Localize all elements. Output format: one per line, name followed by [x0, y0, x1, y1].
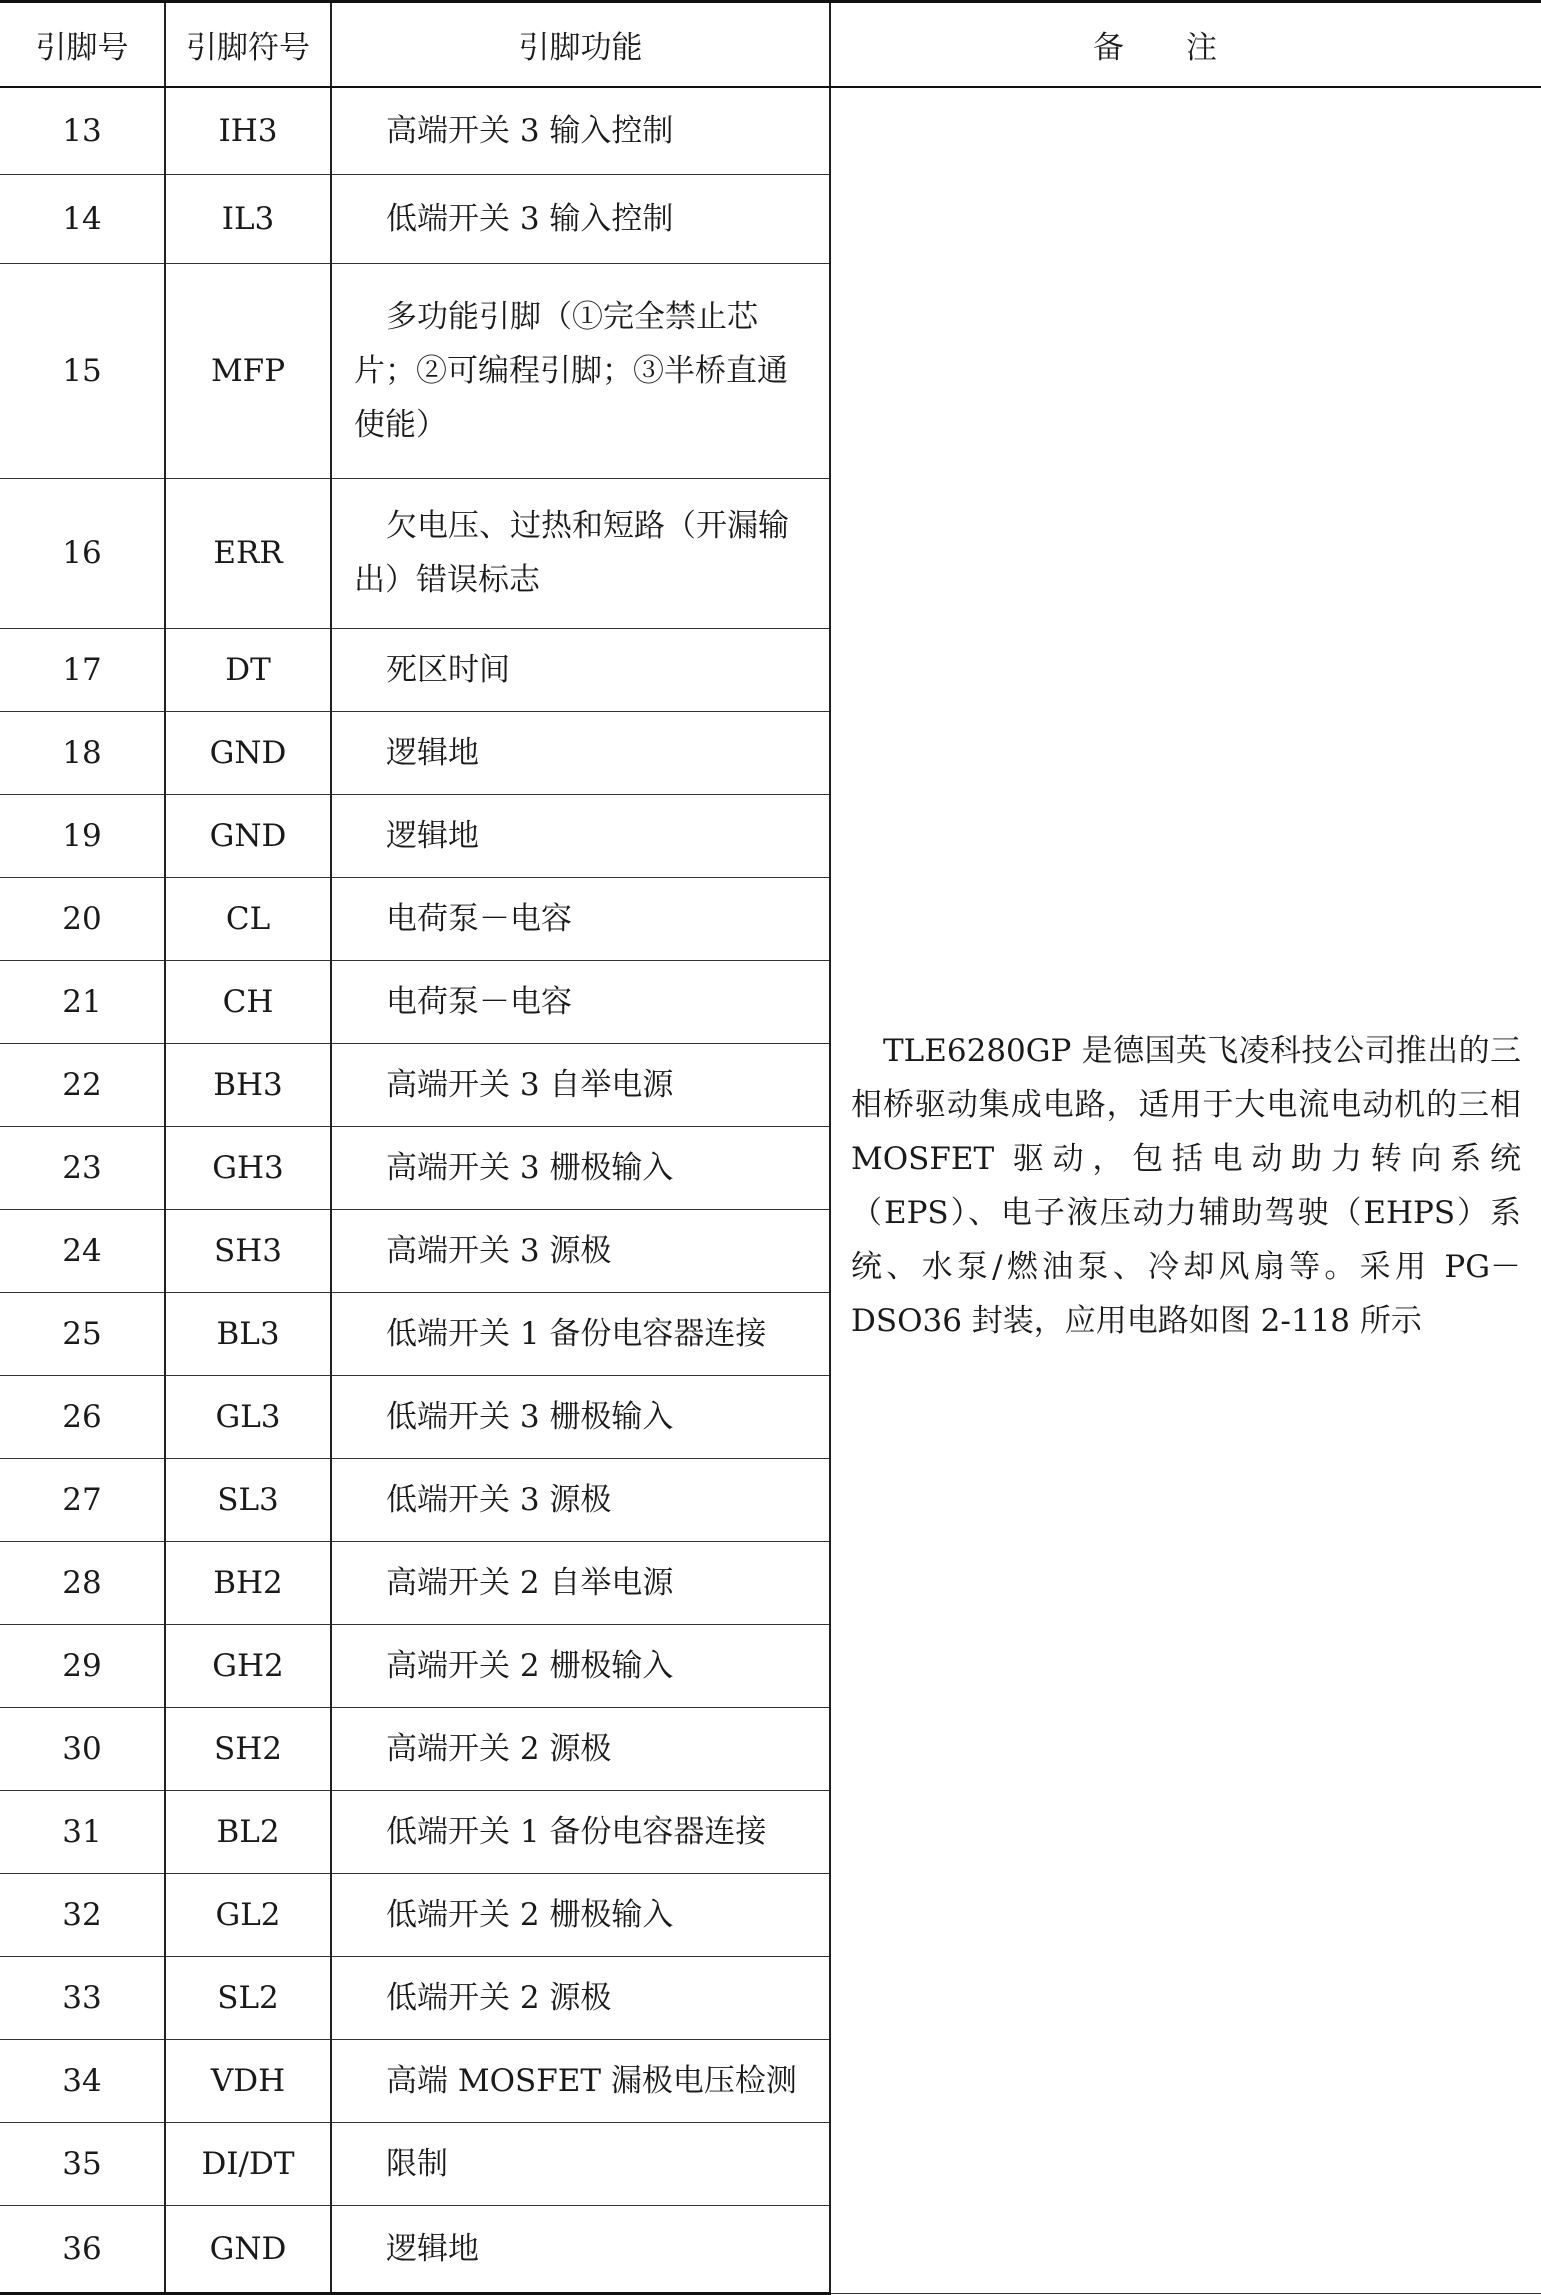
pin-function-cell — [331, 1043, 830, 1126]
pin-number-cell: 28 — [0, 1541, 165, 1624]
pin-number-cell: 16 — [0, 478, 165, 628]
pin-function-text: 高端开关 3 自举电源 — [386, 1066, 674, 1103]
pin-function-text: 低端开关 3 栅极输入 — [386, 1398, 674, 1435]
pin-function-cell — [331, 628, 830, 711]
header-remark — [830, 2, 1541, 88]
pin-function-text: 高端开关 2 自举电源 — [386, 1564, 674, 1601]
pin-symbol-cell: SH2 — [165, 1707, 331, 1790]
pin-function-cell — [331, 1292, 830, 1375]
pin-function-text: 高端 MOSFET 漏极电压检测 — [386, 2062, 797, 2099]
pin-symbol-cell: CH — [165, 960, 331, 1043]
pin-number-cell: 17 — [0, 628, 165, 711]
pin-function-cell — [331, 1375, 830, 1458]
pin-symbol-cell: BH2 — [165, 1541, 331, 1624]
pin-function-cell — [331, 1873, 830, 1956]
pin-function-text: 低端开关 3 源极 — [386, 1481, 612, 1518]
pin-number-cell: 19 — [0, 794, 165, 877]
pin-function-cell — [331, 1126, 830, 1209]
pin-symbol-cell: BH3 — [165, 1043, 331, 1126]
pin-function-cell — [331, 960, 830, 1043]
pin-symbol-cell: CL — [165, 877, 331, 960]
pin-function-cell — [331, 794, 830, 877]
pin-number-cell: 24 — [0, 1209, 165, 1292]
pin-number-cell: 25 — [0, 1292, 165, 1375]
remark-text — [851, 1024, 1521, 1348]
pin-number-cell: 21 — [0, 960, 165, 1043]
pin-function-text: 逻辑地 — [386, 817, 479, 854]
pin-symbol-cell: DI/DT — [165, 2122, 331, 2205]
pin-number-cell: 35 — [0, 2122, 165, 2205]
pin-number-cell: 32 — [0, 1873, 165, 1956]
pin-symbol-cell: MFP — [165, 263, 331, 478]
pin-function-cell — [331, 2122, 830, 2205]
pin-function-cell — [331, 2039, 830, 2122]
pin-function-text: 高端开关 2 栅极输入 — [386, 1647, 674, 1684]
table-header-row — [0, 2, 1541, 88]
pin-function-text: 死区时间 — [386, 651, 510, 688]
pin-function-cell — [331, 263, 830, 478]
pin-function-text: 逻辑地 — [386, 2230, 479, 2267]
pin-symbol-cell: SL3 — [165, 1458, 331, 1541]
pin-number-cell: 22 — [0, 1043, 165, 1126]
pin-symbol-cell: GND — [165, 794, 331, 877]
pin-function-text: 低端开关 3 输入控制 — [386, 200, 674, 237]
pin-function-cell — [331, 174, 830, 263]
pin-function-text: 电荷泵－电容 — [386, 900, 572, 937]
pin-symbol-cell: SL2 — [165, 1956, 331, 2039]
pin-function-text: 逻辑地 — [386, 734, 479, 771]
pin-number-cell: 31 — [0, 1790, 165, 1873]
pin-function-cell — [331, 87, 830, 174]
pin-number-cell: 13 — [0, 87, 165, 174]
pin-symbol-cell: GL3 — [165, 1375, 331, 1458]
pin-function-text: 多功能引脚（①完全禁止芯片；②可编程引脚；③半桥直通使能） — [354, 298, 788, 443]
pin-function-text: 电荷泵－电容 — [386, 983, 572, 1020]
header-pin-no: 引脚号 — [0, 2, 165, 88]
pin-function-text: 低端开关 1 备份电容器连接 — [386, 1813, 767, 1850]
pin-number-cell: 14 — [0, 174, 165, 263]
pin-function-text: 高端开关 3 栅极输入 — [386, 1149, 674, 1186]
pin-number-cell: 36 — [0, 2205, 165, 2293]
pin-function-cell — [331, 1956, 830, 2039]
pin-number-cell: 33 — [0, 1956, 165, 2039]
pin-symbol-cell: VDH — [165, 2039, 331, 2122]
table-row — [0, 87, 1541, 174]
pin-symbol-cell: GND — [165, 711, 331, 794]
pin-function-cell — [331, 1541, 830, 1624]
pin-function-text: 低端开关 2 栅极输入 — [386, 1896, 674, 1933]
pin-function-cell — [331, 1624, 830, 1707]
pin-function-cell — [331, 711, 830, 794]
pin-symbol-cell: BL3 — [165, 1292, 331, 1375]
pin-function-cell — [331, 2205, 830, 2293]
pin-symbol-cell: IH3 — [165, 87, 331, 174]
pin-symbol-cell: IL3 — [165, 174, 331, 263]
pin-function-cell — [331, 877, 830, 960]
pin-function-cell — [331, 1209, 830, 1292]
pin-number-cell: 26 — [0, 1375, 165, 1458]
pin-function-cell — [331, 1458, 830, 1541]
pin-function-text: 低端开关 2 源极 — [386, 1979, 612, 2016]
pin-function-cell — [331, 1707, 830, 1790]
pin-number-cell: 30 — [0, 1707, 165, 1790]
pin-number-cell: 15 — [0, 263, 165, 478]
remark-text-content: TLE6280GP 是德国英飞凌科技公司推出的三相桥驱动集成电路，适用于大电流电动机的三相 MOSFET 驱动，包括电动助力转向系统（EPS）、电子液压动力辅助驾驶（EHPS）系统、水泵/燃油泵、冷却风扇等。采用 PG－DSO36 封装，应用电路如图 2-118 所示 — [851, 1033, 1521, 1339]
pin-function-text: 高端开关 3 源极 — [386, 1232, 612, 1269]
pin-number-cell: 27 — [0, 1458, 165, 1541]
header-pin-function: 引脚功能 — [331, 2, 830, 88]
pin-symbol-cell: SH3 — [165, 1209, 331, 1292]
pin-symbol-cell: GH3 — [165, 1126, 331, 1209]
pin-symbol-cell: GL2 — [165, 1873, 331, 1956]
pin-function-text: 高端开关 2 源极 — [386, 1730, 612, 1767]
pin-function-cell — [331, 478, 830, 628]
pin-symbol-cell: GND — [165, 2205, 331, 2293]
header-pin-symbol: 引脚符号 — [165, 2, 331, 88]
pin-symbol-cell: ERR — [165, 478, 331, 628]
pin-number-cell: 23 — [0, 1126, 165, 1209]
pin-function-text: 欠电压、过热和短路（开漏输出）错误标志 — [354, 508, 789, 598]
pin-function-cell — [331, 1790, 830, 1873]
header-remark-label: 备注 — [1093, 30, 1279, 66]
pin-symbol-cell: DT — [165, 628, 331, 711]
pin-number-cell: 20 — [0, 877, 165, 960]
pin-number-cell: 34 — [0, 2039, 165, 2122]
pin-function-text: 限制 — [386, 2145, 448, 2182]
pin-symbol-cell: GH2 — [165, 1624, 331, 1707]
pin-number-cell: 18 — [0, 711, 165, 794]
pin-function-text: 高端开关 3 输入控制 — [386, 112, 674, 149]
pin-symbol-cell: BL2 — [165, 1790, 331, 1873]
pin-number-cell: 29 — [0, 1624, 165, 1707]
pin-function-text: 低端开关 1 备份电容器连接 — [386, 1315, 767, 1352]
